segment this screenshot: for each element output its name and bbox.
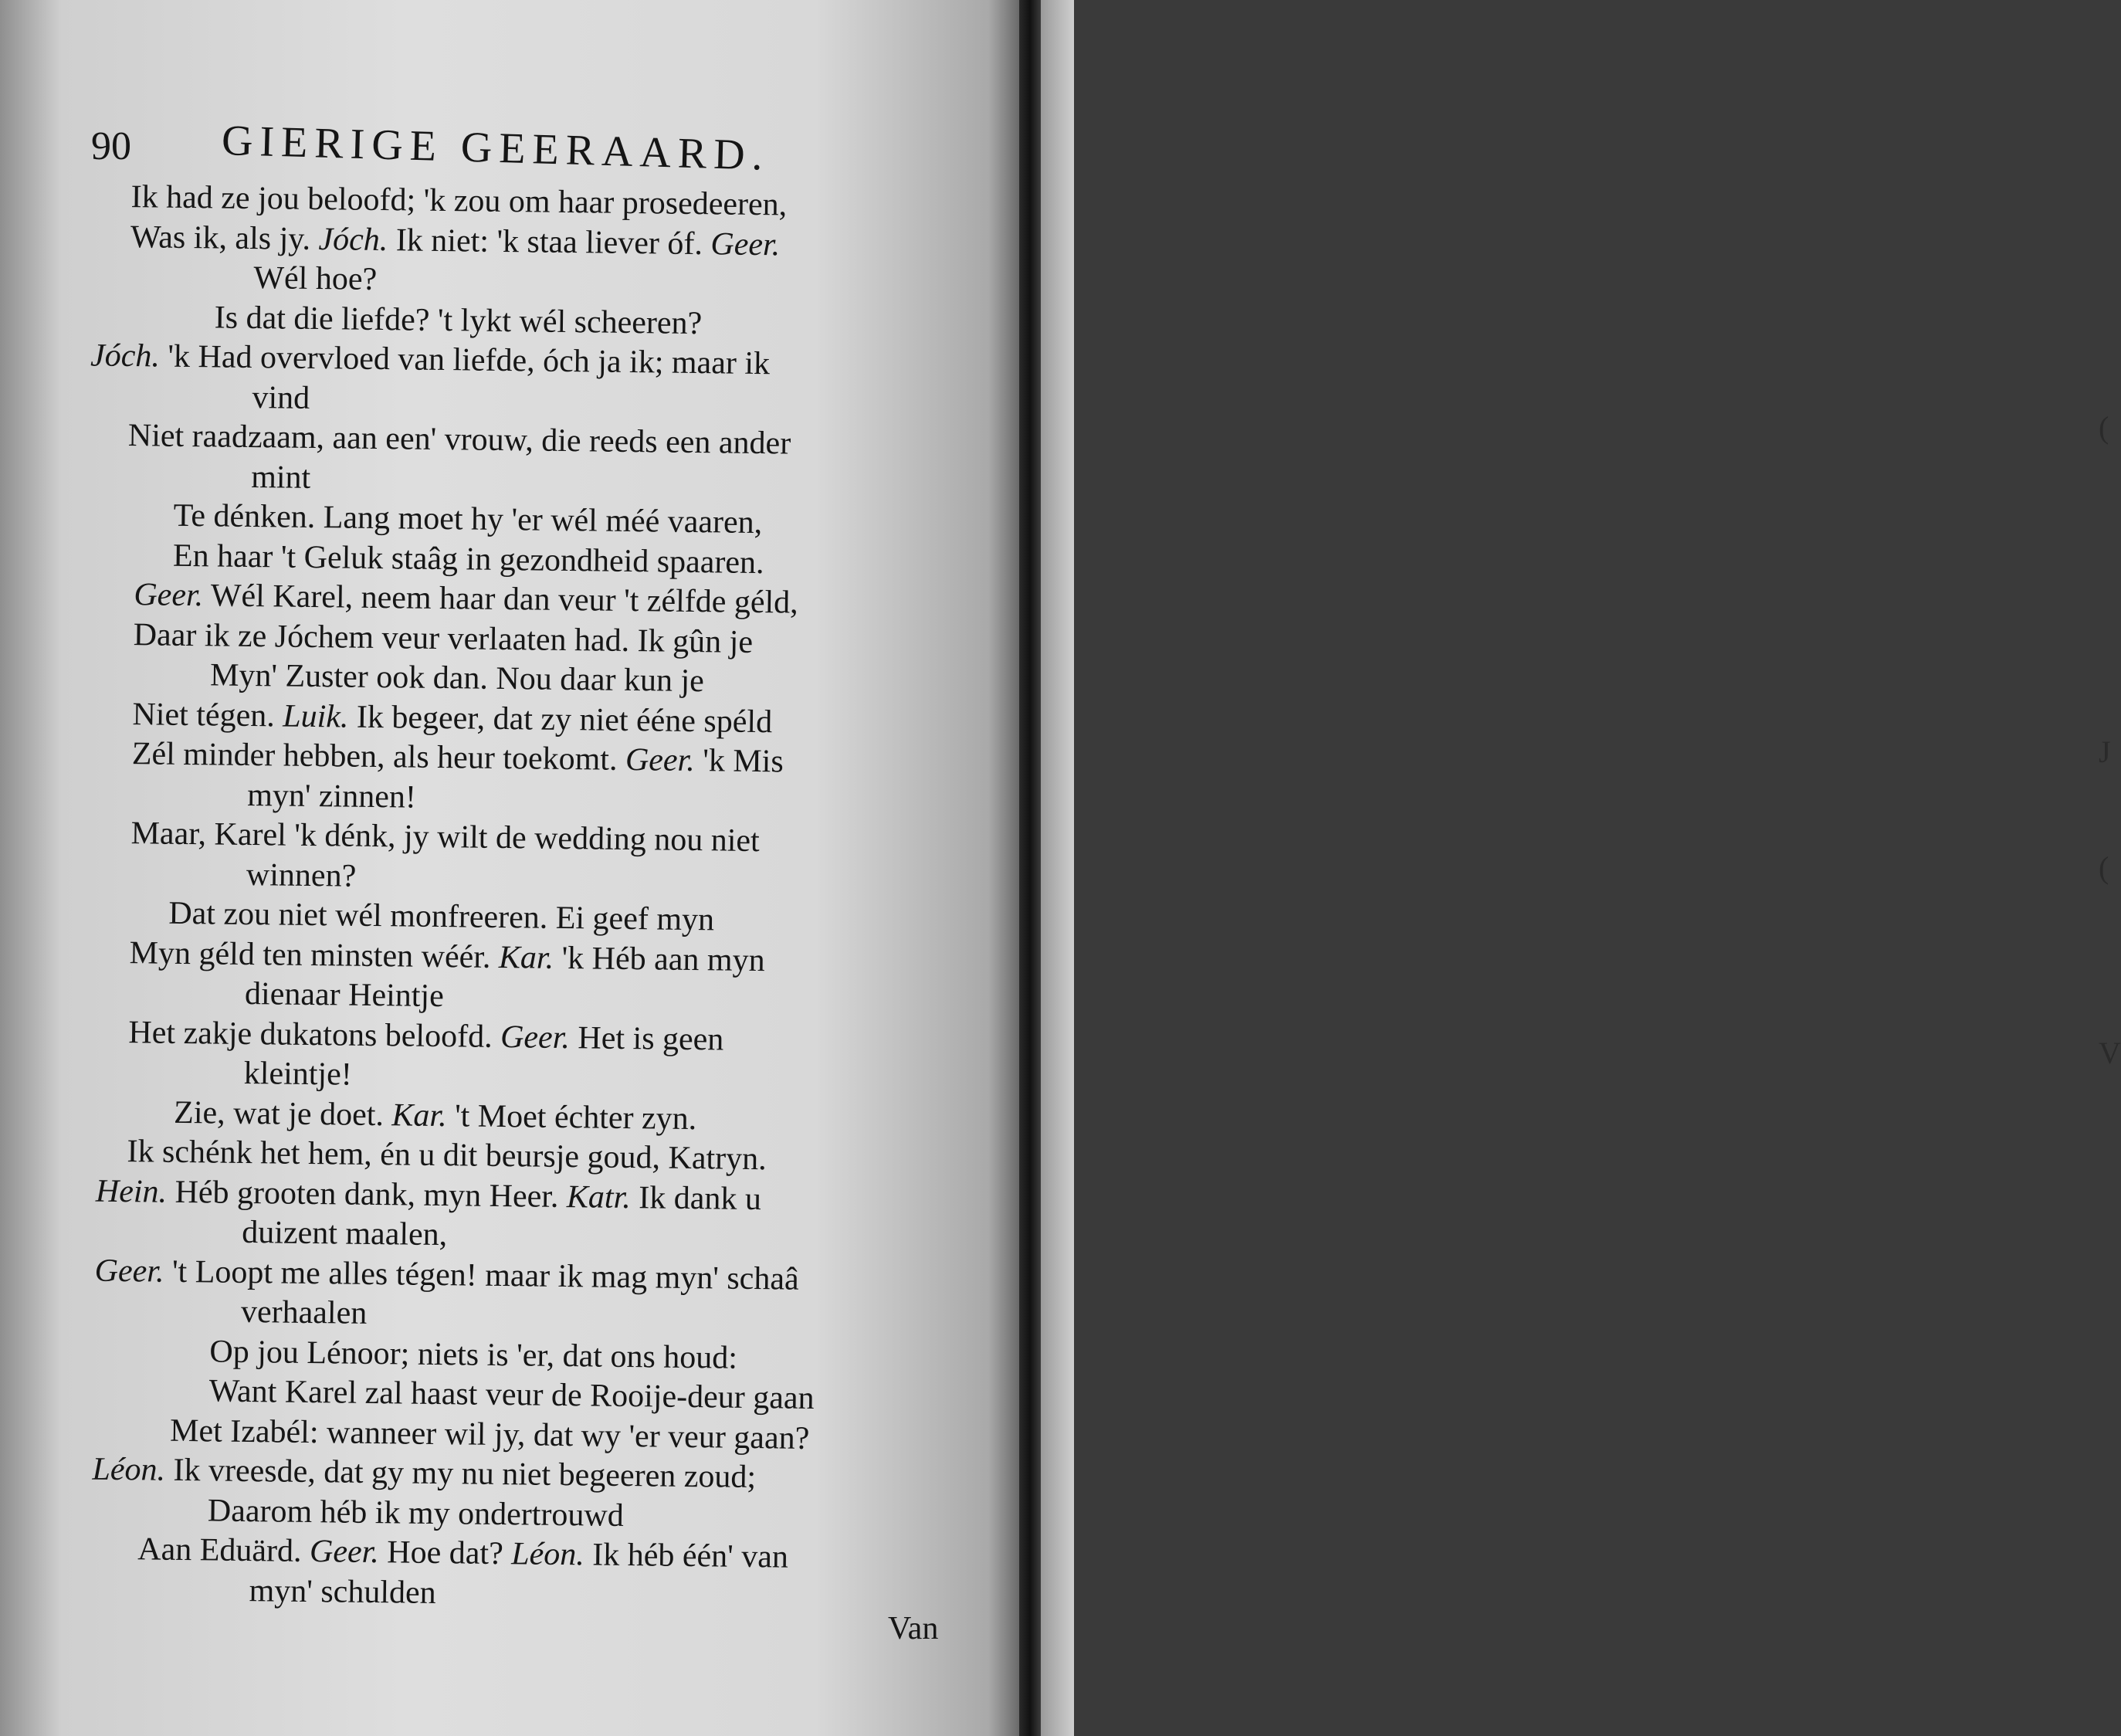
verse-text-segment: Het zakje dukatons beloofd.: [128, 1014, 501, 1055]
speaker-name: Luik.: [282, 698, 349, 735]
speaker-name: Jóch.: [90, 337, 161, 375]
verse-text-segment: mint: [250, 459, 311, 496]
facing-page-glyph: (: [2099, 850, 2109, 885]
verse-text-segment: Wél hoe?: [253, 260, 378, 297]
speaker-name: Geer.: [710, 225, 781, 263]
verse-text-segment: winnen?: [246, 856, 357, 894]
speaker-name: Geer.: [309, 1534, 380, 1571]
verse-text-segment: Niet tégen.: [132, 696, 283, 734]
verse-text-segment: Zie, wat je doet.: [173, 1094, 392, 1133]
verse-text-segment: vind: [252, 379, 310, 416]
verse-text-segment: En haar 't Geluk staâg in gezondheid spaaren.: [172, 537, 764, 581]
running-title: GIERIGE GEERAARD.: [221, 116, 771, 180]
verse-text-segment: Aan Eduärd.: [137, 1531, 310, 1570]
catchword: Van: [888, 1611, 939, 1646]
speaker-name: Geer.: [625, 741, 696, 779]
speaker-name: Kar.: [498, 939, 554, 976]
verse-text-segment: Ik niet: 'k staa liever óf.: [388, 222, 711, 262]
speaker-name: Geer.: [500, 1019, 571, 1056]
verse-text-segment: 'k Had overvloed van liefde, óch ja ik; maar ik: [159, 338, 771, 382]
verse-text-segment: 't Loopt me alles tégen! maar ik mag myn' schaâ: [164, 1253, 799, 1297]
verse-text-segment: dienaar Heintje: [244, 975, 445, 1015]
verse-text-segment: Met Izabél: wanneer wil jy, dat wy 'er veur gaan?: [169, 1412, 810, 1456]
book-page: [0, 0, 1019, 1736]
speaker-name: Kar.: [391, 1097, 447, 1134]
verse-text-segment: 'k Mis: [694, 743, 784, 780]
speaker-name: Hein.: [95, 1173, 168, 1210]
facing-page-glyph: (: [2099, 410, 2109, 445]
verse-text-segment: Niet raadzaam, aan een' vrouw, die reeds een ander: [127, 418, 791, 462]
verse-text-segment: Wél Karel, neem haar dan veur 't zélfde géld,: [202, 578, 799, 621]
verse-text-segment: Daar ik ze Jóchem veur verlaaten had. Ik gûn je: [133, 616, 754, 660]
book-gutter: [1019, 0, 1041, 1736]
verse-text-segment: Daarom héb ik my ondertrouwd: [207, 1492, 625, 1534]
verse-text-segment: myn' zinnen!: [246, 777, 417, 815]
speaker-name: Geer.: [94, 1253, 164, 1290]
verse-text-segment: 'k Héb aan myn: [553, 940, 765, 978]
verse-text-segment: Te dénken. Lang moet hy 'er wél méé vaaren,: [173, 497, 763, 541]
verse-text-segment: Het is geen: [569, 1019, 724, 1058]
verse-text-segment: duizent maalen,: [242, 1214, 448, 1253]
verse-text-segment: Myn' Zuster ook dan. Nou daar kun je: [209, 657, 705, 700]
verse-text-segment: Ik dank u: [630, 1179, 762, 1217]
verse-text-segment: verhaalen: [240, 1294, 368, 1331]
verse-text-segment: Is dat die liefde? 't lykt wél scheeren?: [214, 299, 703, 341]
verse-text-segment: Ik héb één' van: [584, 1537, 789, 1575]
verse-text-segment: Ik had ze jou beloofd; 'k zou om haar prosedeeren,: [130, 179, 788, 223]
verse-text-segment: Op jou Lénoor; niets is 'er, dat ons houd:: [209, 1333, 738, 1376]
speaker-name: Léon.: [92, 1451, 166, 1488]
verse-text-segment: Dat zou niet wél monfreeren. Ei geef myn: [168, 895, 715, 938]
speaker-name: Jóch.: [318, 221, 388, 258]
verse-text-segment: myn' schulden: [249, 1572, 436, 1611]
verse-text-segment: Ik begeer, dat zy niet ééne spéld: [348, 699, 773, 740]
verse-text-segment: Was ik, als jy.: [130, 219, 319, 257]
speaker-name: Geer.: [134, 577, 204, 614]
verse-text-segment: Maar, Karel 'k dénk, jy wilt de wedding nou niet: [130, 815, 761, 860]
verse-text-segment: Ik vreesde, dat gy my nu niet begeeren zoud;: [164, 1452, 757, 1496]
verse-text-segment: Want Karel zal haast veur de Rooije-deur gaan: [208, 1373, 815, 1416]
facing-page-glyph: J: [2099, 734, 2111, 769]
verse-text-segment: Zél minder hebben, als heur toekomt.: [131, 736, 626, 778]
verse-text-segment: kleintje!: [243, 1055, 353, 1093]
verse-text-segment: Héb grooten dank, myn Heer.: [166, 1174, 568, 1215]
facing-page-edge: [1041, 0, 2121, 1736]
speaker-name: Katr.: [566, 1178, 632, 1216]
page-header: [0, 116, 1019, 178]
verse-text-segment: Myn géld ten minsten wéér.: [129, 934, 500, 975]
page-number: 90: [91, 124, 131, 168]
verse-text: [0, 176, 1019, 1620]
verse-text-segment: 't Moet échter zyn.: [446, 1097, 697, 1137]
verse-text-segment: Ik schénk het hem, én u dit beursje goud, Katryn.: [127, 1134, 767, 1178]
speaker-name: Léon.: [510, 1536, 585, 1573]
facing-page-glyph: V: [2099, 1036, 2121, 1070]
verse-text-segment: Hoe dat?: [378, 1534, 512, 1572]
